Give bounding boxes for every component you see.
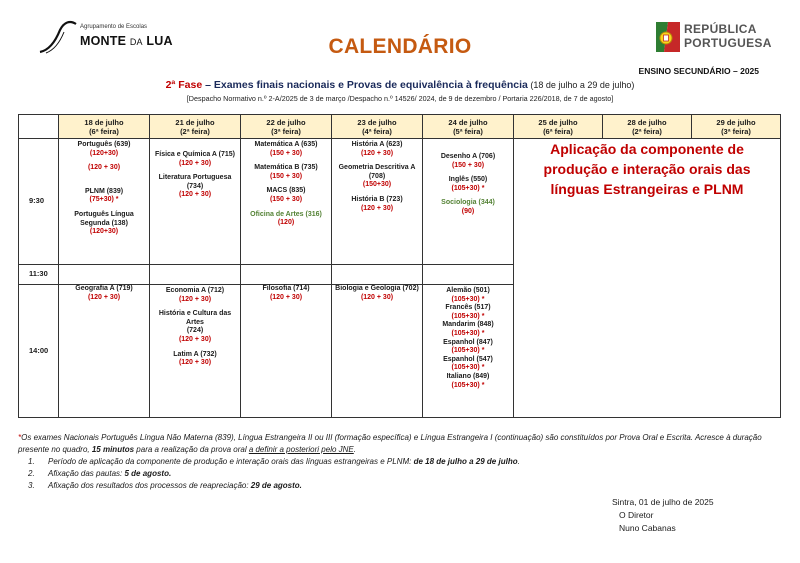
republic-name: REPÚBLICA PORTUGUESA <box>684 22 772 50</box>
day-header: 25 de julho (6ª feira) <box>514 115 603 139</box>
day-header: 29 de julho (3ª feira) <box>692 115 781 139</box>
exam-cell: Português (639) (120+30) (120 + 30) PLNM (839) (75+30) * Português Língua Segunda (138) (120+30) <box>59 139 150 265</box>
time-slot: 9:30 <box>19 139 59 265</box>
exam-cell: Filosofia (714) (120 + 30) <box>241 285 332 418</box>
school-group-label: Agrupamento de Escolas <box>80 24 148 30</box>
notes-list <box>28 456 788 492</box>
day-header: 18 de julho (6ª feira) <box>59 115 150 139</box>
empty-cell <box>150 265 241 285</box>
page-subtitle: 2ª Fase – Exames finais nacionais e Provas de equivalência à frequência (18 de julho a 29 de julho) <box>165 79 635 91</box>
school-name: MONTE DA LUA <box>80 34 173 48</box>
header-row <box>19 115 781 139</box>
exam-cell: Economia A (712) (120 + 30) História e Cultura das Artes (724) (120 + 30) Latim A (732) (120 + 30) <box>150 285 241 418</box>
day-header: 22 de julho (3ª feira) <box>241 115 332 139</box>
exam-cell: História A (623) (120 + 30) Geometria Descritiva A (708) (150+30) História B (723) (120 + 30) <box>332 139 423 265</box>
day-header: 23 de julho (4ª feira) <box>332 115 423 139</box>
empty-cell <box>332 265 423 285</box>
signature-block <box>612 496 714 535</box>
footnotes <box>18 432 788 492</box>
signature-name: Nuno Cabanas <box>619 523 676 533</box>
empty-cell <box>241 265 332 285</box>
exam-cell: Geografia A (719) (120 + 30) <box>59 285 150 418</box>
footnote-oral: *Os exames Nacionais Português Língua Não Materna (839), Língua Estrangeira II ou III (formação específica) e Língua Estrangeira I (continuação) são constituídos por Prova Oral e Escrita. Acresce à duração presente no quadro, 15 minutos para a realização da prova oral a definir a posteriori pelo JNE. <box>18 433 762 454</box>
empty-cell <box>423 265 514 285</box>
exam-cell: Alemão (501) (105+30) * Francês (517) (105+30) * Mandarim (848) (105+30) * Espanhol (847) (105+30) * Espanhol (547) (105+30) * Italiano (849) (105+30) * <box>423 285 514 418</box>
list-item: 3. Afixação dos resultados dos processos de reapreciação: 29 de agosto. <box>28 481 302 490</box>
list-item: 1. Período de aplicação da componente de produção e interação orais das línguas estrangeiras e PLNM: de 18 de julho a 29 de julho. <box>28 457 520 466</box>
legal-reference: [Despacho Normativo n.º 2-A/2025 de 3 de março /Despacho n.º 14526/ 2024, de 9 de dezembro / Portaria 226/2018, de 7 de agosto] <box>186 94 614 103</box>
page-title: CALENDÁRIO <box>328 35 472 58</box>
day-header: 21 de julho (2ª feira) <box>150 115 241 139</box>
time-slot: 14:00 <box>19 285 59 418</box>
day-header: 24 de julho (5ª feira) <box>423 115 514 139</box>
exam-cell: Desenho A (706) (150 + 30) Inglês (550) (105+30) * Sociologia (344) (90) <box>423 139 514 265</box>
empty-cell <box>59 265 150 285</box>
day-header: 28 de julho (2ª feira) <box>603 115 692 139</box>
ensino-label: ENSINO SECUNDÁRIO – 2025 <box>638 66 759 76</box>
exam-cell: Biologia e Geologia (702) (120 + 30) <box>332 285 423 418</box>
signature-role: O Diretor <box>619 510 654 520</box>
exam-cell: Física e Química A (715) (120 + 30) Literatura Portuguesa (734) (120 + 30) <box>150 139 241 265</box>
exam-calendar-table <box>18 114 781 418</box>
oral-component-cell: Aplicação da componente de produção e interação orais das línguas Estrangeiras e PLNM <box>514 139 781 418</box>
corner-cell <box>19 115 59 139</box>
list-item: 2. Afixação das pautas: 5 de agosto. <box>28 469 172 478</box>
signature-place-date: Sintra, 01 de julho de 2025 <box>612 497 714 507</box>
morning-row <box>19 139 781 265</box>
time-slot: 11:30 <box>19 265 59 285</box>
exam-cell: Matemática A (635) (150 + 30) Matemática B (735) (150 + 30) MACS (835) (150 + 30) Oficina de Artes (316) (120) <box>241 139 332 265</box>
